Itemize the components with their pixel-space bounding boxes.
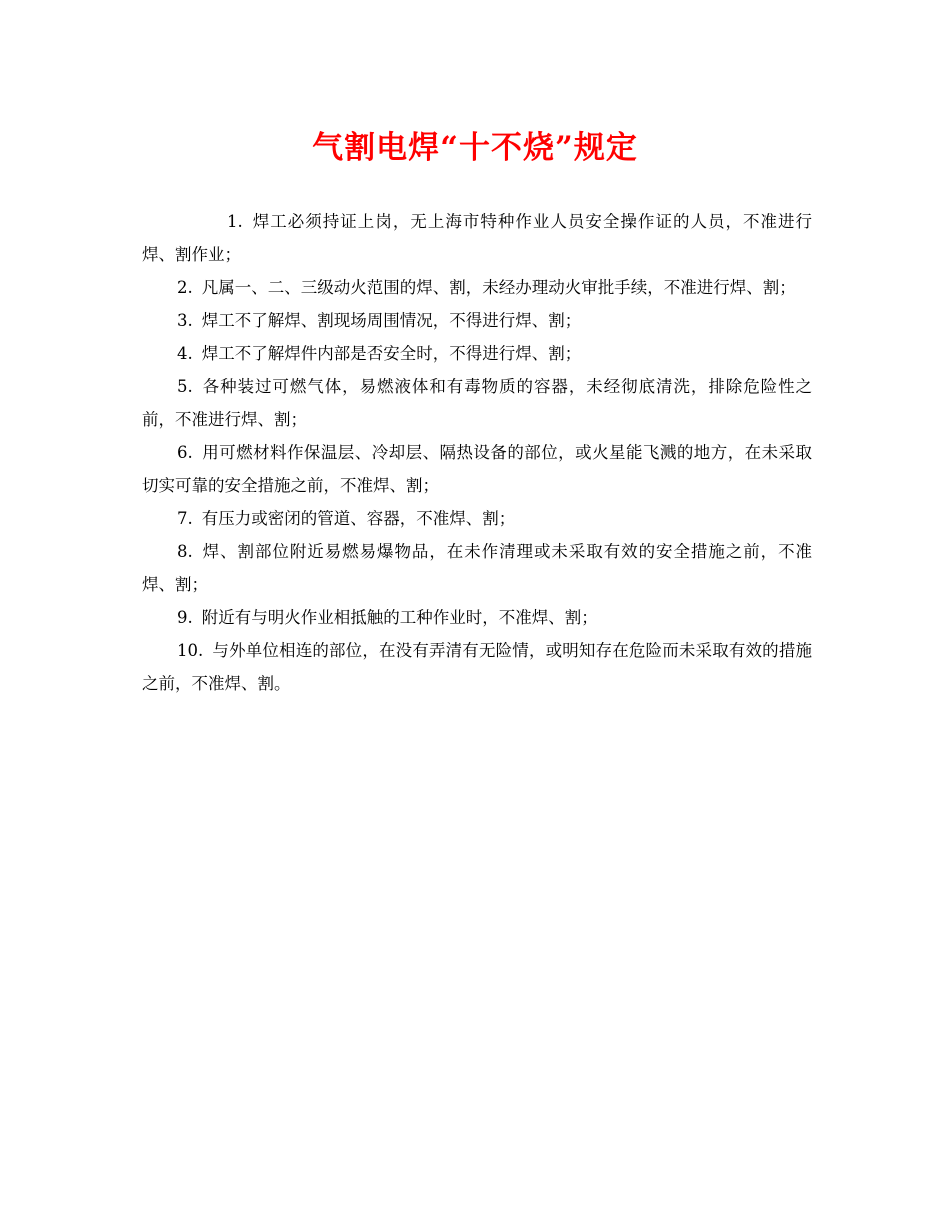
rule-text: 用可燃材料作保温层、冷却层、隔热设备的部位，或火星能飞溅的地方，在未采取切实可靠的安全措施之前，不准焊、割；: [142, 443, 812, 495]
rule-item-3: [142, 304, 812, 337]
rule-item-6: [142, 436, 812, 502]
rule-item-2: [142, 271, 812, 304]
rule-text: 附近有与明火作业相抵触的工种作业时，不准焊、割；: [201, 608, 598, 627]
rule-text: 与外单位相连的部位，在没有弄清有无险情，或明知存在危险而未采取有效的措施之前，不准焊、割。: [142, 641, 812, 693]
rule-number: 3.: [177, 311, 193, 330]
rule-item-9: [142, 601, 812, 634]
rule-text: 有压力或密闭的管道、容器，不准焊、割；: [201, 509, 516, 528]
rule-item-1: [142, 205, 812, 271]
rule-text: 凡属一、二、三级动火范围的焊、割，未经办理动火审批手续，不准进行焊、割；: [201, 278, 796, 297]
rule-item-8: [142, 535, 812, 601]
rule-number: 7.: [177, 509, 193, 528]
rule-number: 1.: [227, 212, 243, 231]
rule-item-10: [142, 634, 812, 700]
rule-number: 10.: [177, 641, 204, 660]
rule-number: 9.: [177, 608, 193, 627]
rule-number: 8.: [177, 542, 193, 561]
rule-text: 焊工不了解焊件内部是否安全时，不得进行焊、割；: [201, 344, 582, 363]
rule-item-5: [142, 370, 812, 436]
document-title: 气割电焊“十不烧”规定: [312, 130, 638, 166]
rule-item-4: [142, 337, 812, 370]
rule-text: 焊工必须持证上岗，无上海市特种作业人员安全操作证的人员，不准进行焊、割作业；: [142, 212, 812, 264]
rule-number: 5.: [177, 377, 193, 396]
rule-item-7: [142, 502, 812, 535]
rule-text: 各种装过可燃气体，易燃液体和有毒物质的容器，未经彻底清洗，排除危险性之前，不准进行焊、割；: [142, 377, 812, 429]
rule-number: 6.: [177, 443, 193, 462]
rule-text: 焊工不了解焊、割现场周围情况，不得进行焊、割；: [201, 311, 582, 330]
rules-list: [142, 205, 812, 700]
rule-text: 焊、割部位附近易燃易爆物品，在未作清理或未采取有效的安全措施之前，不准焊、割；: [142, 542, 812, 594]
rule-number: 2.: [177, 278, 193, 297]
rule-number: 4.: [177, 344, 193, 363]
